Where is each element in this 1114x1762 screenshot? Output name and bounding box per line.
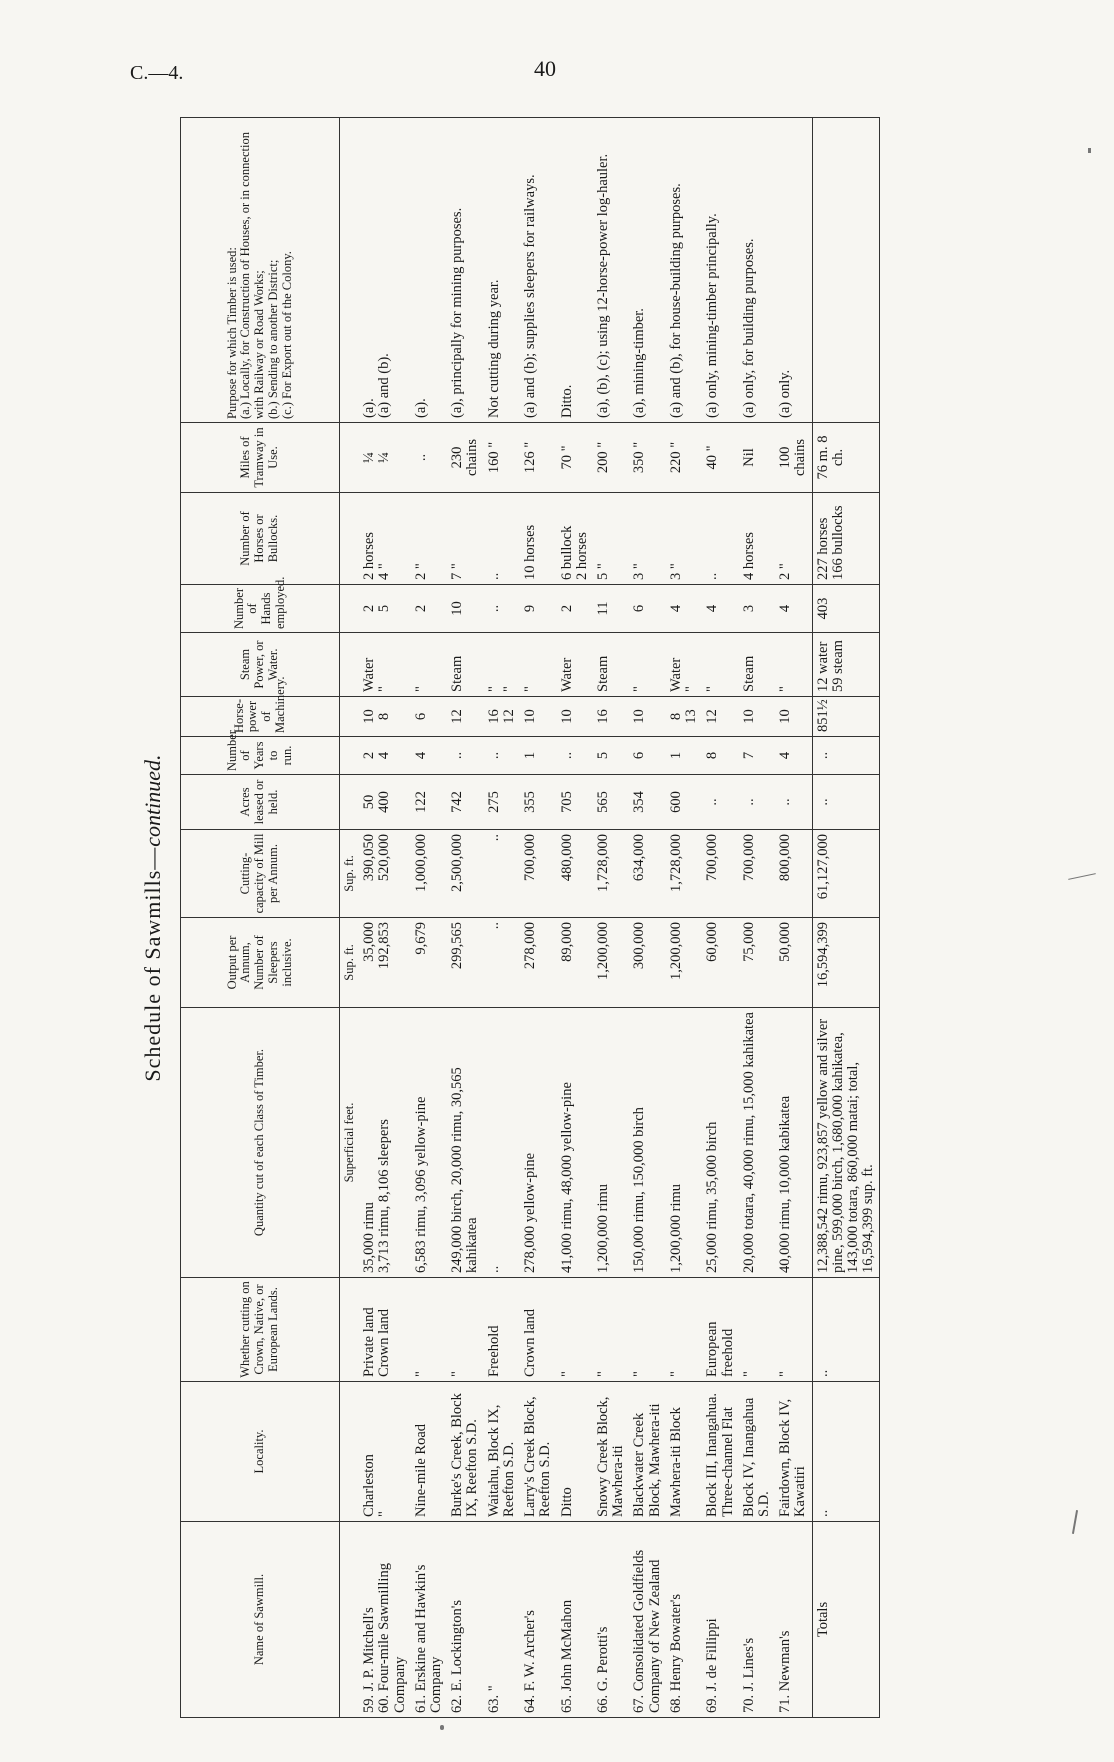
cell-power: Water <box>557 633 593 697</box>
cell-name: 63. " <box>484 1522 520 1718</box>
speck-mark <box>440 1725 444 1730</box>
cell-years: 2 4 <box>359 737 411 775</box>
cell-quantity: .. <box>484 1008 520 1278</box>
cell-locality: Mawhera-iti Block <box>666 1382 702 1522</box>
cell-name: 59. J. P. Mitchell's 60. Four-mile Sawmilling Company <box>359 1522 411 1718</box>
cell-hp: 16 12 <box>484 697 520 737</box>
cell-hands: 2 <box>557 585 593 633</box>
cell-hands: 9 <box>520 585 556 633</box>
cell-acres: .. <box>739 775 775 830</box>
cell-acres: 705 <box>557 775 593 830</box>
cell-years: 4 <box>775 737 812 775</box>
cell-hp: 6 <box>411 697 447 737</box>
cell-name: 65. John McMahon <box>557 1522 593 1718</box>
cell-locality: Block III, Inangahua. Three-channel Flat <box>702 1382 738 1522</box>
col-years: Number of Years to run. <box>181 737 340 775</box>
cell-horses: 7 " <box>447 493 483 585</box>
cell-land: " <box>775 1278 812 1382</box>
cell-output: .. <box>484 918 520 1008</box>
col-horse-power: Horse-power of Machinery. <box>181 697 340 737</box>
cell-output: 278,000 <box>520 918 556 1008</box>
table-row <box>739 118 775 1718</box>
cell-acres: .. <box>702 775 738 830</box>
cell-hp: 10 <box>739 697 775 737</box>
cell-capacity: 634,000 <box>629 830 665 918</box>
cell-quantity: 12,388,542 rimu, 923,857 yellow and silver pine, 599,000 birch, 1,680,000 kahikatea, 143,000 totara, 860,000 matai; total, 16,594,399 sup. ft. <box>812 1008 880 1278</box>
cell-quantity: 20,000 totara, 40,000 rimu, 15,000 kahikatea <box>739 1008 775 1278</box>
cell-acres: 565 <box>593 775 629 830</box>
cell-horses: 3 " <box>629 493 665 585</box>
cell-hp: 10 <box>775 697 812 737</box>
cell-hands: 6 <box>629 585 665 633</box>
table-row <box>702 118 738 1718</box>
cell-locality: Waitahu, Block IX, Reefton S.D. <box>484 1382 520 1522</box>
cell-output: 1,200,000 <box>593 918 629 1008</box>
cell-years: 7 <box>739 737 775 775</box>
cell-horses: 227 horses 166 bullocks <box>812 493 880 585</box>
cell-hands: 2 5 <box>359 585 411 633</box>
cell-tramway: .. <box>411 423 447 493</box>
unit-quantity: Superficial feet. <box>340 1008 360 1278</box>
units-row <box>340 118 360 1718</box>
cell-name: 61. Erskine and Hawkin's Company <box>411 1522 447 1718</box>
cell-capacity: 1,000,000 <box>411 830 447 918</box>
cell-purpose: Ditto. <box>557 118 593 423</box>
col-acres: Acres leased or held. <box>181 775 340 830</box>
cell-years: 6 <box>629 737 665 775</box>
cell-land: European freehold <box>702 1278 738 1382</box>
totals-row <box>812 118 880 1718</box>
cell-land: " <box>593 1278 629 1382</box>
cell-tramway: 70 " <box>557 423 593 493</box>
cell-purpose: (a). (a) and (b). <box>359 118 411 423</box>
cell-acres: 354 <box>629 775 665 830</box>
cell-locality: Larry's Creek Block, Reefton S.D. <box>520 1382 556 1522</box>
table-row <box>666 118 702 1718</box>
cell-power: " <box>411 633 447 697</box>
cell-hands: 11 <box>593 585 629 633</box>
cell-land: " <box>629 1278 665 1382</box>
col-locality: Locality. <box>181 1382 340 1522</box>
cell-name: 64. F. W. Archer's <box>520 1522 556 1718</box>
cell-quantity: 249,000 birch, 20,000 rimu, 30,565 kahikatea <box>447 1008 483 1278</box>
cell-quantity: 278,000 yellow-pine <box>520 1008 556 1278</box>
cell-capacity: 2,500,000 <box>447 830 483 918</box>
speck-mark <box>1072 1510 1078 1534</box>
cell-hp: 10 <box>557 697 593 737</box>
table-row <box>629 118 665 1718</box>
col-name: Name of Sawmill. <box>181 1522 340 1718</box>
cell-power: Steam <box>593 633 629 697</box>
cell-years: 1 <box>520 737 556 775</box>
cell-tramway: 350 " <box>629 423 665 493</box>
rotated-schedule <box>140 118 877 1718</box>
unit-output: Sup. ft. <box>340 918 360 1008</box>
table-body <box>340 118 880 1718</box>
cell-locality: Nine-mile Road <box>411 1382 447 1522</box>
cell-purpose: (a) only, mining-timber principally. <box>702 118 738 423</box>
cell-tramway: 220 " <box>666 423 702 493</box>
col-hands: Number of Hands employed. <box>181 585 340 633</box>
unit-capacity: Sup. ft. <box>340 830 360 918</box>
cell-purpose: (a). <box>411 118 447 423</box>
cell-capacity: 480,000 <box>557 830 593 918</box>
cell-capacity: 700,000 <box>520 830 556 918</box>
cell-hp: 12 <box>447 697 483 737</box>
cell-years: 8 <box>702 737 738 775</box>
cell-purpose: (a), principally for mining purposes. <box>447 118 483 423</box>
cell-power: " <box>520 633 556 697</box>
table-row <box>593 118 629 1718</box>
col-capacity: Cutting-capacity of Mill per Annum. <box>181 830 340 918</box>
cell-hands: 3 <box>739 585 775 633</box>
cell-years: 1 <box>666 737 702 775</box>
cell-locality: Block IV, Inangahua S.D. <box>739 1382 775 1522</box>
cell-tramway: 160 " <box>484 423 520 493</box>
cell-capacity: 1,728,000 <box>666 830 702 918</box>
cell-output: 89,000 <box>557 918 593 1008</box>
cell-tramway: 200 " <box>593 423 629 493</box>
cell-hands: 4 <box>666 585 702 633</box>
cell-locality: Ditto <box>557 1382 593 1522</box>
cell-output: 75,000 <box>739 918 775 1008</box>
cell-hands: 4 <box>702 585 738 633</box>
cell-hands: 2 <box>411 585 447 633</box>
cell-horses: 5 " <box>593 493 629 585</box>
speck-mark <box>1088 148 1091 153</box>
cell-years: 4 <box>411 737 447 775</box>
cell-name: 71. Newman's <box>775 1522 812 1718</box>
cell-tramway: 100 chains <box>775 423 812 493</box>
cell-output: 299,565 <box>447 918 483 1008</box>
cell-land: " <box>411 1278 447 1382</box>
cell-horses: 6 bullock 2 horses <box>557 493 593 585</box>
table-row <box>520 118 556 1718</box>
cell-output: 9,679 <box>411 918 447 1008</box>
cell-name: Totals <box>812 1522 880 1718</box>
cell-tramway: Nil <box>739 423 775 493</box>
table-row <box>411 118 447 1718</box>
cell-purpose: (a), mining-timber. <box>629 118 665 423</box>
cell-years: 5 <box>593 737 629 775</box>
cell-hp: 10 8 <box>359 697 411 737</box>
cell-quantity: 35,000 rimu 3,713 rimu, 8,106 sleepers <box>359 1008 411 1278</box>
cell-quantity: 1,200,000 rimu <box>666 1008 702 1278</box>
page-number: 40 <box>534 56 556 81</box>
cell-quantity: 1,200,000 rimu <box>593 1008 629 1278</box>
cell-land: " <box>557 1278 593 1382</box>
cell-output: 16,594,399 <box>812 918 880 1008</box>
cell-hp: 16 <box>593 697 629 737</box>
col-horses: Number of Horses or Bullocks. <box>181 493 340 585</box>
cell-name: 62. E. Lockington's <box>447 1522 483 1718</box>
schedule-title <box>140 118 178 1718</box>
cell-horses: .. <box>702 493 738 585</box>
cell-purpose: (a) and (b), for house-building purposes. <box>666 118 702 423</box>
cell-land: Private land Crown land <box>359 1278 411 1382</box>
cell-years: .. <box>812 737 880 775</box>
cell-years: .. <box>557 737 593 775</box>
cell-land: " <box>739 1278 775 1382</box>
cell-purpose: (a) and (b); supplies sleepers for railways. <box>520 118 556 423</box>
cell-output: 35,000 192,853 <box>359 918 411 1008</box>
cell-years: .. <box>447 737 483 775</box>
cell-quantity: 25,000 rimu, 35,000 birch <box>702 1008 738 1278</box>
col-power: Steam Power, or Water. <box>181 633 340 697</box>
cell-acres: .. <box>812 775 880 830</box>
cell-power: Water " <box>666 633 702 697</box>
title-continued: continued. <box>140 754 165 847</box>
cell-tramway: ¼ ¼ <box>359 423 411 493</box>
cell-hp: 12 <box>702 697 738 737</box>
cell-acres: .. <box>775 775 812 830</box>
cell-power: " <box>775 633 812 697</box>
cell-acres: 600 <box>666 775 702 830</box>
cell-acres: 742 <box>447 775 483 830</box>
col-output: Output per Annum, Number of Sleepers inclusive. <box>181 918 340 1008</box>
cell-purpose: (a), (b), (c); using 12-horse-power log-hauler. <box>593 118 629 423</box>
cell-locality: Burke's Creek, Block IX, Reefton S.D. <box>447 1382 483 1522</box>
cell-name: 66. G. Perotti's <box>593 1522 629 1718</box>
cell-land: .. <box>812 1278 880 1382</box>
header-row <box>181 118 340 1718</box>
col-purpose: Purpose for which Timber is used: (a.) Locally, for Construction of Houses, or in connection with Railway or Road Works; (b.) Sending to another District; (c.) For Export out of the Colony. <box>181 118 340 423</box>
cell-tramway: 126 " <box>520 423 556 493</box>
cell-purpose: Not cutting during year. <box>484 118 520 423</box>
cell-locality: Fairdown, Block IV, Kawatiri <box>775 1382 812 1522</box>
cell-quantity: 6,583 rimu, 3,096 yellow-pine <box>411 1008 447 1278</box>
cell-purpose: (a) only, for building purposes. <box>739 118 775 423</box>
col-land: Whether cutting on Crown, Native, or European Lands. <box>181 1278 340 1382</box>
cell-horses: .. <box>484 493 520 585</box>
cell-tramway: 230 chains <box>447 423 483 493</box>
cell-acres: 122 <box>411 775 447 830</box>
cell-hands: .. <box>484 585 520 633</box>
cell-output: 60,000 <box>702 918 738 1008</box>
cell-locality: .. <box>812 1382 880 1522</box>
sawmill-table <box>180 117 880 1718</box>
table-row <box>447 118 483 1718</box>
cell-power: " " <box>484 633 520 697</box>
cell-hp: 10 <box>629 697 665 737</box>
cell-hp: 851½ <box>812 697 880 737</box>
cell-land: " <box>666 1278 702 1382</box>
cell-capacity: 61,127,000 <box>812 830 880 918</box>
cell-quantity: 40,000 rimu, 10,000 kabikatea <box>775 1008 812 1278</box>
cell-name: 69. J. de Fillippi <box>702 1522 738 1718</box>
table-row <box>775 118 812 1718</box>
cell-name: 68. Henry Bowater's <box>666 1522 702 1718</box>
cell-horses: 2 " <box>411 493 447 585</box>
cell-acres: 355 <box>520 775 556 830</box>
cell-tramway: 40 " <box>702 423 738 493</box>
table-row <box>557 118 593 1718</box>
col-tramway: Miles of Tramway in Use. <box>181 423 340 493</box>
cell-tramway: 76 m. 8 ch. <box>812 423 880 493</box>
page-reference: C.—4. <box>130 62 184 84</box>
cell-capacity: 700,000 <box>702 830 738 918</box>
cell-power: Steam <box>447 633 483 697</box>
cell-hp: 10 <box>520 697 556 737</box>
cell-hands: 403 <box>812 585 880 633</box>
cell-locality: Blackwater Creek Block, Mawhera-iti <box>629 1382 665 1522</box>
cell-acres: 275 <box>484 775 520 830</box>
cell-hands: 4 <box>775 585 812 633</box>
cell-capacity: 800,000 <box>775 830 812 918</box>
cell-land: Freehold <box>484 1278 520 1382</box>
title-main: Schedule of Sawmills— <box>140 846 165 1082</box>
table-row <box>359 118 411 1718</box>
cell-name: 70. J. Lines's <box>739 1522 775 1718</box>
cell-capacity: 700,000 <box>739 830 775 918</box>
cell-horses: 2 horses 4 " <box>359 493 411 585</box>
speck-mark <box>1068 873 1096 880</box>
cell-power: " <box>702 633 738 697</box>
cell-land: Crown land <box>520 1278 556 1382</box>
cell-capacity: .. <box>484 830 520 918</box>
cell-purpose: (a) only. <box>775 118 812 423</box>
cell-acres: 50 400 <box>359 775 411 830</box>
cell-output: 1,200,000 <box>666 918 702 1008</box>
cell-quantity: 41,000 rimu, 48,000 yellow-pine <box>557 1008 593 1278</box>
cell-power: " <box>629 633 665 697</box>
cell-hp: 8 13 <box>666 697 702 737</box>
col-quantity: Quantity cut of each Class of Timber. <box>181 1008 340 1278</box>
cell-locality: Charleston " <box>359 1382 411 1522</box>
cell-horses: 3 " <box>666 493 702 585</box>
cell-power: Steam <box>739 633 775 697</box>
cell-years: .. <box>484 737 520 775</box>
cell-locality: Snowy Creek Block, Mawhera-iti <box>593 1382 629 1522</box>
cell-land: " <box>447 1278 483 1382</box>
cell-power: Water " <box>359 633 411 697</box>
cell-horses: 2 " <box>775 493 812 585</box>
cell-capacity: 390,050 520,000 <box>359 830 411 918</box>
cell-horses: 10 horses <box>520 493 556 585</box>
cell-capacity: 1,728,000 <box>593 830 629 918</box>
cell-horses: 4 horses <box>739 493 775 585</box>
cell-name: 67. Consolidated Goldfields Company of New Zealand <box>629 1522 665 1718</box>
cell-purpose <box>812 118 880 423</box>
cell-output: 50,000 <box>775 918 812 1008</box>
table-row <box>484 118 520 1718</box>
cell-hands: 10 <box>447 585 483 633</box>
cell-power: 12 water 59 steam <box>812 633 880 697</box>
cell-quantity: 150,000 rimu, 150,000 birch <box>629 1008 665 1278</box>
cell-output: 300,000 <box>629 918 665 1008</box>
